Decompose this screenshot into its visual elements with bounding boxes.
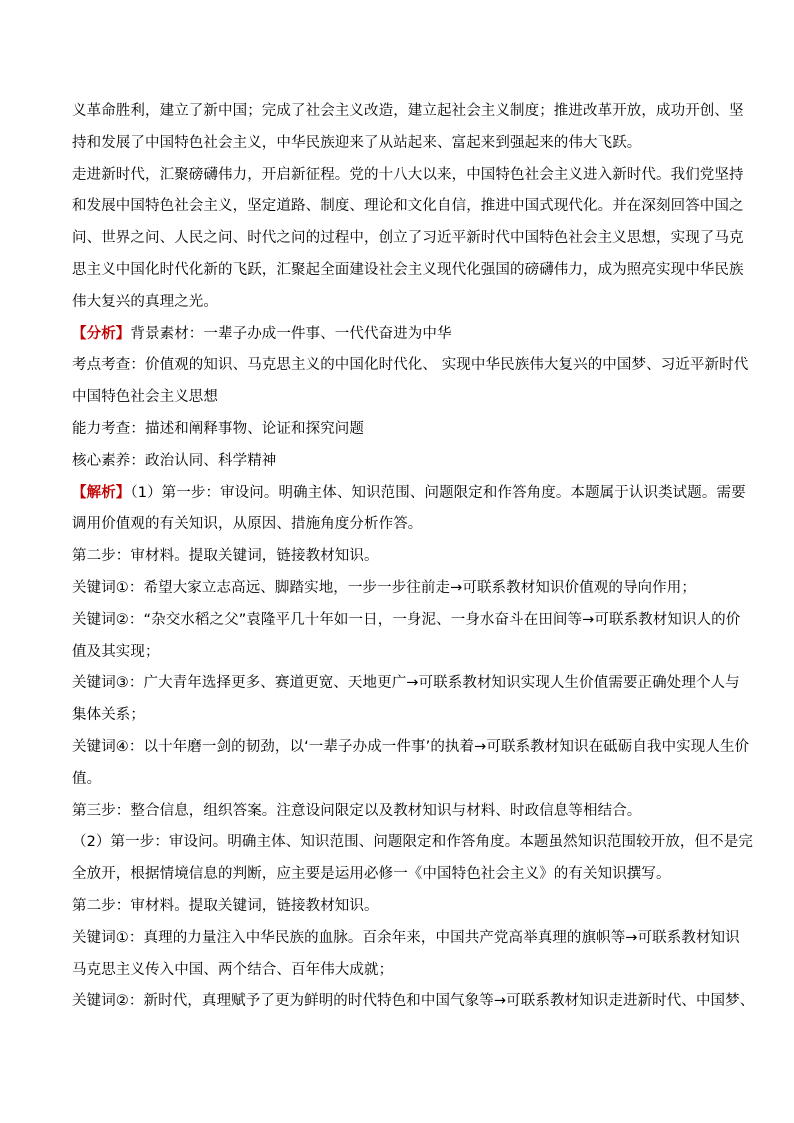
text-line: 关键词②：新时代，真理赋予了更为鲜明的时代特色和中国气象等→可联系教材知识走进新时代、中国梦、 [72,993,755,1010]
text-line: 集体关系； [72,707,145,724]
text-line: 关键词①：真理的力量注入中华民族的血脉。百余年来，中国共产党高举真理的旗帜等→可联系教材知识 [72,929,740,946]
text-line: 走进新时代，汇聚磅礴伟力，开启新征程。党的十八大以来，中国特色社会主义进入新时代。我们党坚持 [72,166,744,183]
text-line: 值及其实现； [72,643,160,660]
text-line: 关键词④：以十年磨一剑的韧劲，以‘一辈子办成一件事’的执着→可联系教材知识在砥砺自我中实现人生价 [72,738,750,755]
text-line: 思主义中国化时代化新的飞跃，汇聚起全面建设社会主义现代化强国的磅礴伟力，成为照亮实现中华民族 [72,261,744,278]
text-line: 和发展中国特色社会主义，坚定道路、制度、理论和文化自信，推进中国式现代化。并在深刻回答中国之 [72,198,744,215]
text-line: 调用价值观的有关知识，从原因、措施角度分析作答。 [72,516,423,533]
text-line: 关键词③：广大青年选择更多、赛道更宽、天地更广→可联系教材知识实现人生价值需要正确处理个人与 [72,675,740,692]
solution-tag: 【解析】 [72,484,131,501]
text-line: 核心素养：政治认同、科学精神 [72,452,277,469]
text-line: 中国特色社会主义思想 [72,389,218,406]
text-line: 关键词①：希望大家立志高远、脚踏实地，一步一步往前走→可联系教材知识价值观的导向作用； [72,579,696,596]
document-page [72,96,755,1018]
text-line: 能力考查：描述和阐释事物、论证和探究问题 [72,420,364,437]
text-line: 全放开，根据情境信息的判断，应主要是运用必修一《中国特色社会主义》的有关知识撰写。 [72,866,671,883]
solution-line [72,478,746,510]
text-line: 问、世界之问、人民之问、时代之问的过程中，创立了习近平新时代中国特色社会主义思想，实现了马克 [72,230,744,247]
text-line: 马克思主义传入中国、两个结合、百年伟大成就； [72,961,394,978]
text-line: 第二步：审材料。提取关键词，链接教材知识。 [72,897,379,914]
text-line: 第二步：审材料。提取关键词，链接教材知识。 [72,548,379,565]
text-line: 义革命胜利，建立了新中国；完成了社会主义改造，建立起社会主义制度；推进改革开放，成功开创、坚 [72,103,744,119]
text-line: 伟大复兴的真理之光。 [72,293,218,310]
text-line: 第三步：整合信息，组织答案。注意设问限定以及教材知识与材料、时政信息等相结合。 [72,802,642,819]
text-line: 值。 [72,770,102,787]
text-line: （2）第一步：审设问。明确主体、知识范围、问题限定和作答角度。本题虽然知识范围较开放，但不是完 [72,834,753,851]
text-line: 背景素材：一辈子办成一件事、一代代奋进为中华 [130,325,452,342]
text-line: 关键词②：“杂交水稻之父”袁隆平几十年如一日，一身泥、一身水奋斗在田间等→可联系教材知识人的价 [72,611,741,628]
text-line: 考点考查：价值观的知识、马克思主义的中国化时代化、 实现中华民族伟大复兴的中国梦、习近平新时代 [72,357,749,374]
text-line: （1）第一步：审设问。明确主体、知识范围、问题限定和作答角度。本题属于认识类试题。需要 [130,484,746,501]
analysis-line [72,319,722,351]
analysis-tag: 【分析】 [72,325,131,342]
text-line: 持和发展了中国特色社会主义，中华民族迎来了从站起来、富起来到强起来的伟大飞跃。 [72,134,642,151]
